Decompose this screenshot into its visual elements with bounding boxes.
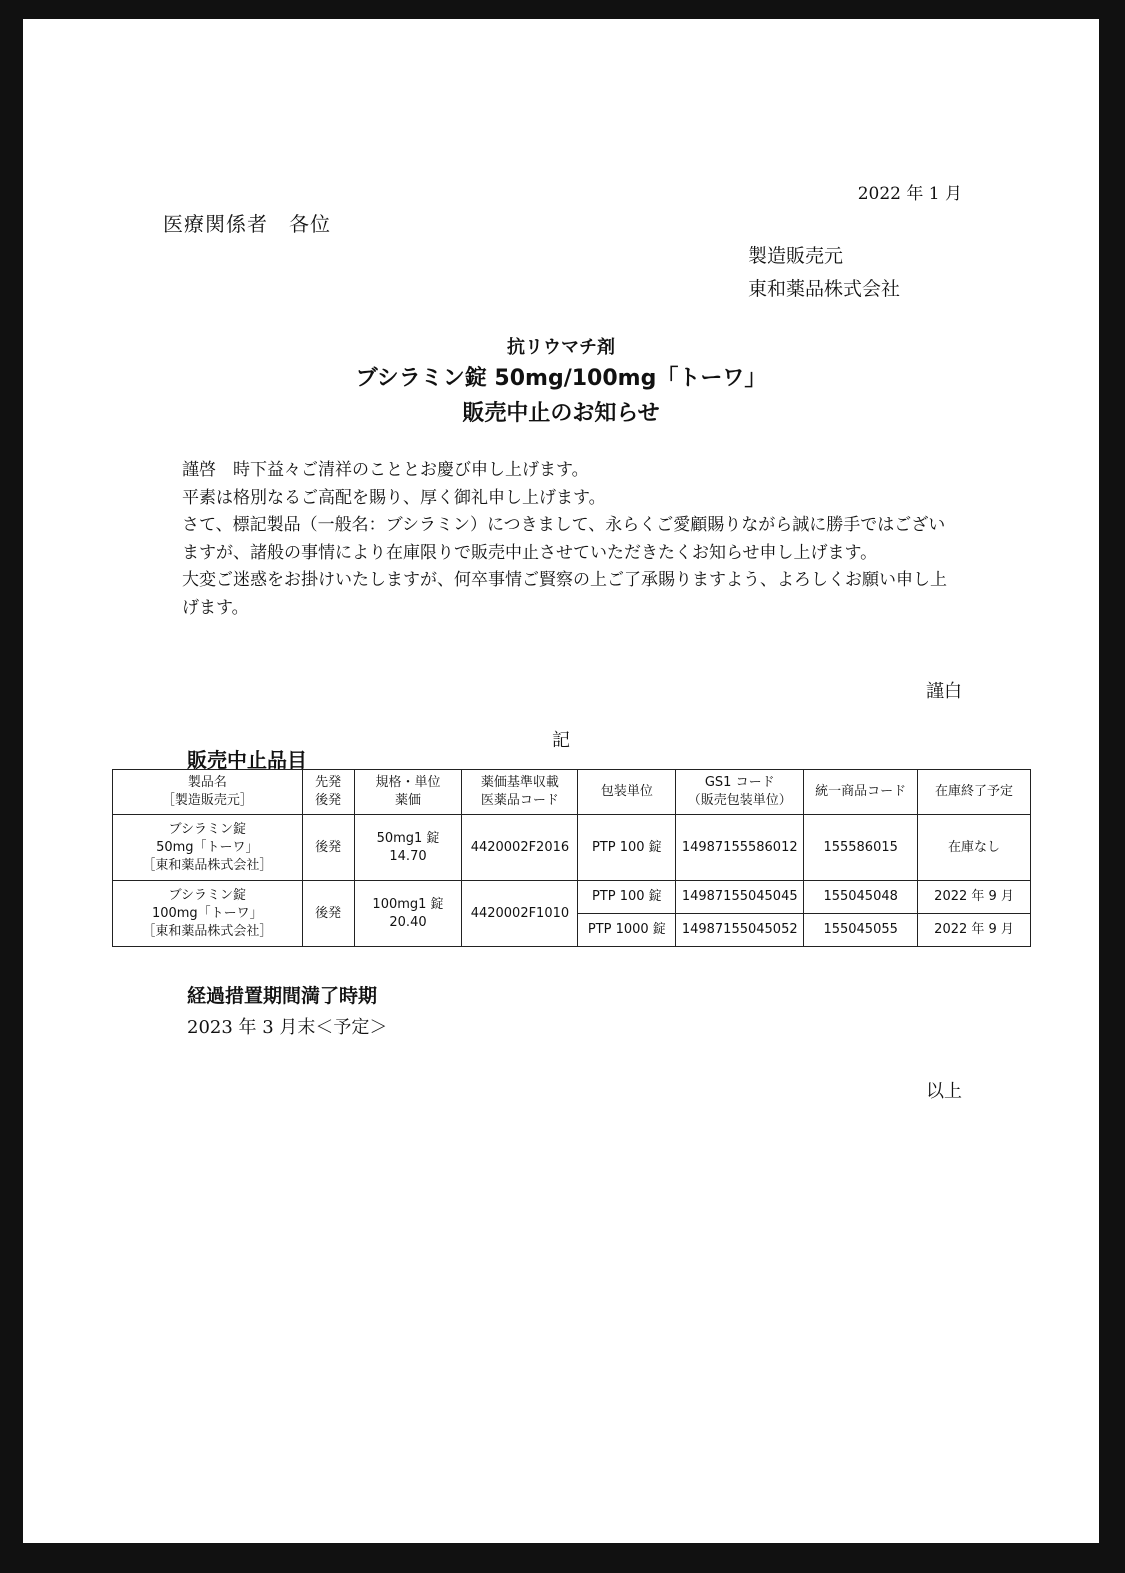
document-page xyxy=(23,19,1099,1543)
header-product-name: 製品名 ［製造販売元］ xyxy=(113,770,303,815)
body-line: 大変ご迷惑をお掛けいたしますが、何卒事情ご賢察の上ご了承賜りますよう、よろしくお願い申し上げます。 xyxy=(182,570,947,618)
product-name-cell: ブシラミン錠 50mg「トーワ」 ［東和薬品株式会社］ xyxy=(113,815,303,881)
addressee: 医療関係者 各位 xyxy=(163,212,331,236)
issuer-role: 製造販売元 xyxy=(748,245,844,267)
stock-cell: 2022 年 9 月 xyxy=(918,881,1031,914)
header-type: 先発 後発 xyxy=(302,770,354,815)
issue-date: 2022 年 1 月 xyxy=(857,184,962,204)
body-line: さて、標記製品（一般名：ブシラミン）につきまして、永らくご愛顧賜りながら誠に勝手ではございますが、諸般の事情により在庫限りで販売中止させていただきたくお知らせ申し上げます。 xyxy=(182,515,946,563)
section-title: 販売中止品目 xyxy=(187,748,307,772)
stock-cell: 2022 年 9 月 xyxy=(918,914,1031,947)
yj-code-cell: 4420002F2016 xyxy=(462,815,578,881)
product-title: ブシラミン錠 50mg/100mg「トーワ」 xyxy=(355,366,767,391)
header-spec: 規格・単位 薬価 xyxy=(354,770,462,815)
spec-cell: 100mg1 錠 20.40 xyxy=(354,881,462,947)
issuer-name: 東和薬品株式会社 xyxy=(748,278,901,300)
header-gs1: GS1 コード （販売包装単位） xyxy=(676,770,804,815)
package-cell: PTP 1000 錠 xyxy=(578,914,676,947)
spec-cell: 50mg1 錠 14.70 xyxy=(354,815,462,881)
end-mark: 以上 xyxy=(926,1081,962,1102)
body-line: 謹啓 時下益々ご清祥のこととお慶び申し上げます。 xyxy=(182,460,589,480)
header-jan: 統一商品コード xyxy=(804,770,918,815)
jan-cell: 155586015 xyxy=(804,815,918,881)
gs1-cell: 14987155586012 xyxy=(676,815,804,881)
letter-body xyxy=(182,457,952,622)
transition-period-value: 2023 年 3 月末＜予定＞ xyxy=(187,1017,388,1038)
discontinued-products-table xyxy=(112,769,1031,947)
product-name-cell: ブシラミン錠 100mg「トーワ」 ［東和薬品株式会社］ xyxy=(113,881,303,947)
gs1-cell: 14987155045052 xyxy=(676,914,804,947)
jan-cell: 155045048 xyxy=(804,881,918,914)
issuer-block xyxy=(748,240,900,306)
yj-code-cell: 4420002F1010 xyxy=(462,881,578,947)
notice-title: 販売中止のお知らせ xyxy=(462,401,660,426)
transition-period-title: 経過措置期間満了時期 xyxy=(187,985,378,1007)
drug-category: 抗リウマチ剤 xyxy=(507,337,615,358)
package-cell: PTP 100 錠 xyxy=(578,815,676,881)
table-header-row xyxy=(113,770,1031,815)
stock-cell: 在庫なし xyxy=(918,815,1031,881)
gs1-cell: 14987155045045 xyxy=(676,881,804,914)
table-row xyxy=(113,815,1031,881)
ki-mark: 記 xyxy=(552,730,570,751)
header-yj-code: 薬価基準収載 医薬品コード xyxy=(462,770,578,815)
package-cell: PTP 100 錠 xyxy=(578,881,676,914)
closing-word: 謹白 xyxy=(926,681,962,702)
type-cell: 後発 xyxy=(302,881,354,947)
table-row xyxy=(113,881,1031,914)
header-stock: 在庫終了予定 xyxy=(918,770,1031,815)
jan-cell: 155045055 xyxy=(804,914,918,947)
body-line: 平素は格別なるご高配を賜り、厚く御礼申し上げます。 xyxy=(182,487,606,508)
header-package: 包装単位 xyxy=(578,770,676,815)
type-cell: 後発 xyxy=(302,815,354,881)
